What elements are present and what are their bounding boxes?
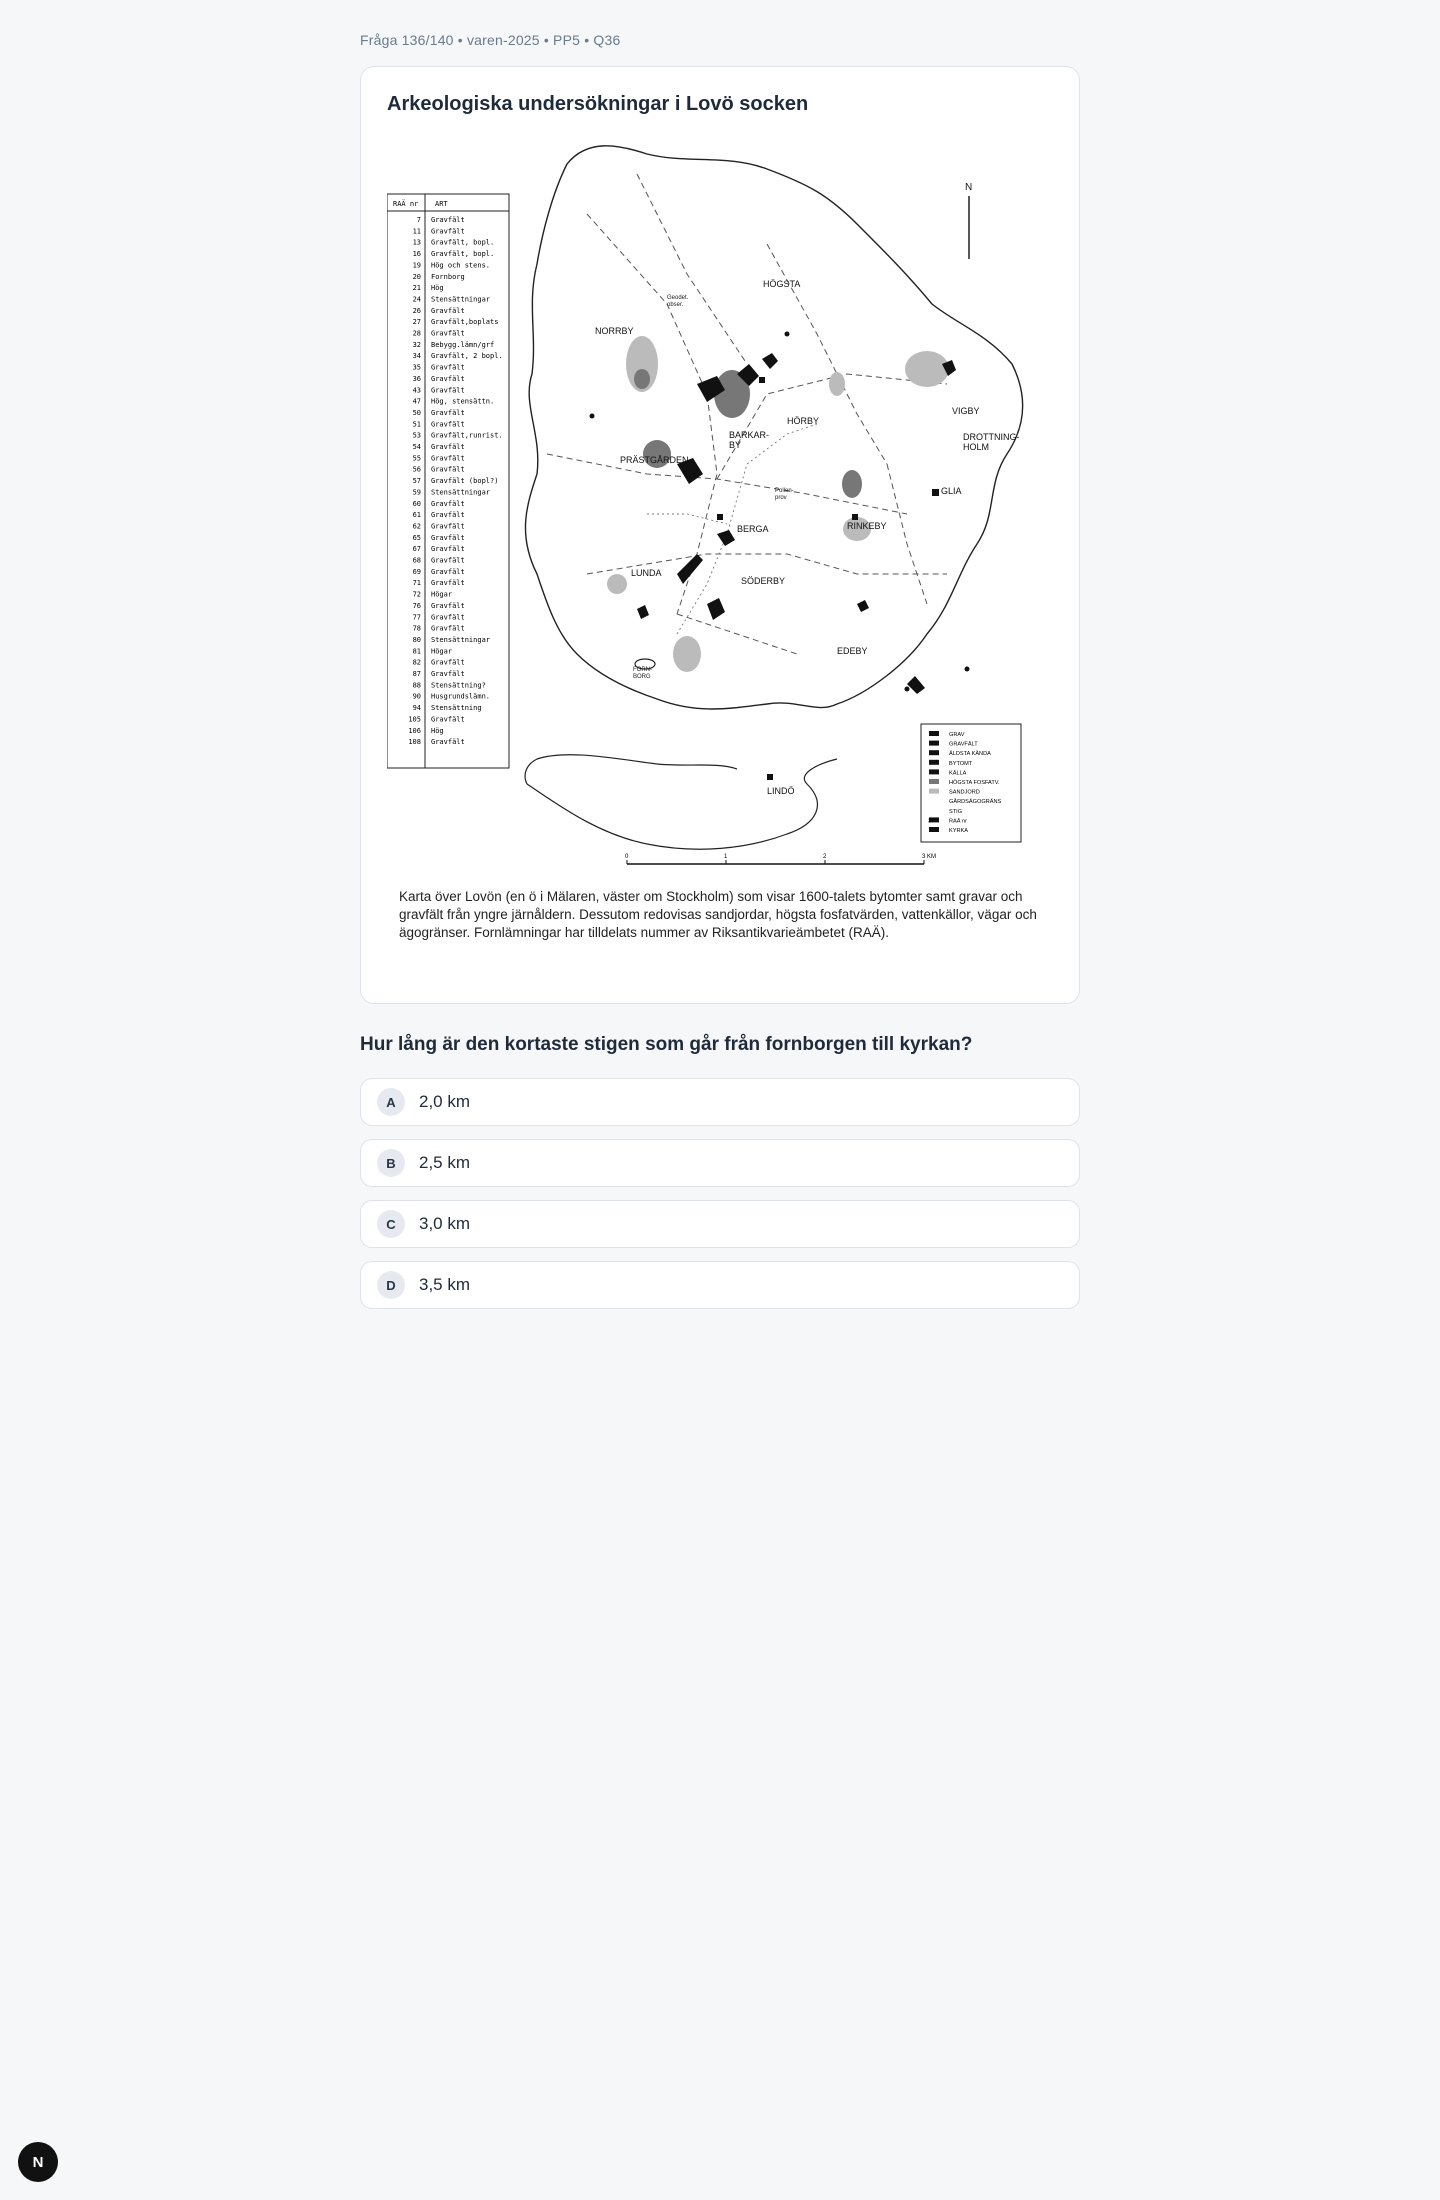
place-drottningholm-1: DROTTNING-	[963, 432, 1020, 442]
raa-row-art: Gravfält, 2 bopl.	[431, 352, 503, 361]
place-lindo: LINDÖ	[767, 786, 795, 796]
raa-row-art: Husgrundslämn.	[431, 692, 491, 701]
raa-row-art: Hög	[431, 284, 444, 293]
raa-row-art: Gravfält, bopl.	[431, 238, 495, 247]
raa-row-nr: 16	[412, 250, 421, 258]
label-pollen-2: prov	[775, 495, 787, 501]
scale-bar	[625, 854, 936, 864]
raa-row-nr: 59	[412, 488, 421, 497]
raa-row-art: Högar	[431, 590, 453, 599]
legend-item: ÄLDSTA KÄNDA	[949, 751, 991, 758]
raa-row-art: Gravfält	[431, 545, 465, 554]
place-names	[595, 279, 1020, 796]
raa-row-art: Stensättningar	[431, 295, 491, 304]
raa-header-nr: RAÄ nr	[393, 200, 419, 208]
raa-row-nr: 27	[412, 318, 421, 327]
raa-row-art: Gravfält	[431, 511, 465, 520]
legend-item: GRAV	[949, 732, 965, 738]
raa-table	[387, 194, 509, 768]
label-geodet-2: obser.	[667, 302, 684, 308]
option-c-key: C	[377, 1210, 405, 1238]
legend-item: SANDJORD	[949, 789, 980, 796]
legend-item: GRAVFÄLT	[949, 741, 978, 748]
label-fornborg-2: BORG	[633, 674, 651, 680]
option-d-key: D	[377, 1271, 405, 1299]
raa-row-art: Gravfält	[431, 386, 465, 395]
label-fornborg-1: FORN-	[633, 667, 652, 673]
raa-row-nr: 76	[412, 601, 421, 610]
raa-row-nr: 106	[408, 726, 421, 735]
raa-row-nr: 78	[412, 624, 421, 633]
option-d[interactable]	[360, 1261, 1080, 1309]
place-prastgarden: PRÄSTGÅRDEN	[620, 455, 689, 465]
question-text: Hur lång är den kortaste stigen som går från fornborgen till kyrkan?	[360, 1034, 973, 1055]
raa-row-nr: 19	[412, 261, 421, 270]
raa-row-nr: 82	[412, 658, 421, 667]
raa-header-art: ART	[435, 200, 448, 208]
raa-row-art: Hög och stens.	[431, 261, 491, 270]
legend-swatch	[929, 779, 939, 784]
raa-row-art: Fornborg	[431, 272, 465, 281]
map-legend	[921, 724, 1021, 842]
map-figure	[387, 134, 1055, 874]
raa-row-nr: 108	[408, 738, 421, 747]
raa-row-art: Gravfält	[431, 670, 465, 678]
question-card	[360, 66, 1080, 1004]
raa-row-art: Gravfält	[431, 499, 465, 508]
raa-row-art: Gravfält	[431, 522, 465, 531]
raa-row-nr: 55	[412, 454, 421, 463]
raa-row-nr: 36	[412, 374, 421, 383]
option-b-key: B	[377, 1149, 405, 1177]
legend-item: STIG	[949, 808, 963, 815]
scale-label: 3 KM	[922, 854, 937, 860]
raa-row-art: Gravfält	[431, 579, 465, 588]
raa-row-art: Stensättning?	[431, 681, 486, 690]
legend-swatch	[929, 760, 939, 765]
option-d-label: 3,5 km	[419, 1275, 471, 1294]
place-berga: BERGA	[737, 524, 769, 534]
raa-row-nr: 11	[412, 227, 421, 236]
option-c[interactable]	[360, 1200, 1080, 1248]
place-norrby: NORRBY	[595, 326, 634, 336]
raa-row-nr: 7	[416, 216, 421, 224]
raa-row-art: Stensättningar	[431, 488, 491, 497]
option-c-label: 3,0 km	[419, 1214, 471, 1233]
answer-options	[360, 1078, 1080, 1309]
app-badge[interactable]: N	[18, 2142, 58, 2182]
raa-row-nr: 24	[412, 295, 421, 304]
island-outline	[525, 146, 1022, 709]
raa-row-nr: 87	[412, 670, 421, 678]
raa-row-nr: 90	[412, 692, 421, 701]
raa-row-art: Gravfält	[431, 454, 465, 463]
scale-label: 2	[823, 854, 827, 860]
legend-swatch	[929, 769, 939, 774]
option-b-label: 2,5 km	[419, 1153, 471, 1172]
raa-row-art: Gravfält	[431, 465, 465, 474]
raa-row-nr: 88	[412, 681, 421, 690]
north-label: N	[965, 182, 973, 193]
raa-row-nr: 77	[412, 613, 421, 622]
raa-row-nr: 43	[412, 386, 421, 395]
raa-row-nr: 60	[412, 499, 421, 508]
lovo-map	[387, 134, 1055, 874]
raa-row-art: Gravfält	[431, 624, 465, 633]
raa-row-art: Bebygg.lämn/grf	[431, 340, 495, 349]
raa-row-nr: 57	[412, 477, 421, 486]
raa-row-art: Gravfält	[431, 443, 465, 451]
raa-row-art: Gravfält	[431, 408, 465, 417]
raa-row-nr: 35	[412, 363, 421, 372]
raa-row-art: Gravfält	[431, 363, 465, 372]
raa-row-art: Gravfält	[431, 374, 465, 383]
option-a-key: A	[377, 1088, 405, 1116]
raa-row-art: Gravfält	[431, 715, 465, 724]
legend-swatch	[929, 827, 939, 832]
place-barkarby-1: BARKAR-	[729, 430, 770, 440]
card-title: Arkeologiska undersökningar i Lovö socken	[387, 93, 809, 115]
option-b[interactable]	[360, 1139, 1080, 1187]
label-geodet-1: Geodet.	[667, 295, 689, 301]
place-lunda: LUNDA	[631, 568, 662, 578]
raa-row-nr: 67	[412, 545, 421, 554]
raa-row-nr: 53	[412, 431, 421, 440]
legend-item: BYTOMT	[949, 760, 973, 767]
raa-row-nr: 51	[412, 420, 421, 429]
label-pollen-1: Pollen-	[775, 488, 794, 494]
raa-row-nr: 81	[412, 647, 421, 656]
north-arrow	[965, 182, 972, 259]
legend-item: HÖGSTA FOSFATV.	[949, 780, 1000, 786]
scale-label: 0	[625, 854, 629, 860]
map-caption: Karta över Lovön (en ö i Mälaren, väster om Stockholm) som visar 1600-talets bytomter samt gravar och gravfält från yngre järnåldern. Dessutom redovisas sandjordar, högsta fosfatvärden, vattenkällor, vägar och ägogränser. Fornlämningar har tilldelats nummer av Riksantikvarieämbetet (RAÄ).	[399, 889, 1037, 940]
place-rinkeby: RINKEBY	[847, 521, 887, 531]
raa-row-art: Gravfält	[431, 533, 465, 542]
raa-row-nr: 13	[412, 238, 421, 247]
place-drottningholm-2: HOLM	[963, 442, 990, 452]
raa-row-art: Hög	[431, 726, 444, 735]
raa-row-nr: 54	[412, 443, 421, 451]
legend-swatch	[929, 789, 939, 794]
raa-row-nr: 62	[412, 522, 421, 531]
raa-row-art: Gravfält	[431, 738, 465, 747]
lindo-outline	[525, 755, 837, 849]
place-vigby: VIGBY	[952, 406, 980, 416]
legend-item: KYRKA	[949, 828, 968, 834]
raa-row-nr: 50	[412, 408, 421, 417]
place-soderby: SÖDERBY	[741, 576, 786, 586]
raa-row-art: Stensättningar	[431, 635, 491, 644]
raa-row-art: Gravfält,runrist.	[431, 431, 503, 440]
raa-row-art: Gravfält	[431, 567, 465, 576]
raa-row-art: Gravfält	[431, 216, 465, 224]
raa-row-art: Gravfält	[431, 306, 465, 315]
raa-row-art: Gravfält	[431, 601, 465, 610]
raa-row-art: Gravfält,boplats	[431, 318, 499, 327]
raa-row-nr: 20	[412, 272, 421, 281]
raa-row-nr: 80	[412, 635, 421, 644]
raa-row-art: Gravfält	[431, 658, 465, 667]
raa-row-art: Gravfält, bopl.	[431, 250, 495, 258]
place-hogsta: HÖGSTA	[763, 279, 801, 289]
sand-areas	[607, 336, 949, 672]
option-a[interactable]	[360, 1078, 1080, 1126]
raa-row-nr: 94	[412, 704, 421, 712]
raa-row-nr: 21	[412, 284, 421, 293]
raa-row-nr: 68	[412, 556, 421, 565]
raa-row-art: Gravfält	[431, 613, 465, 622]
raa-row-nr: 61	[412, 511, 421, 520]
raa-row-nr: 72	[412, 590, 421, 599]
legend-raa-sample: 37	[928, 818, 935, 825]
raa-row-art: Gravfält (bopl?)	[431, 477, 499, 486]
legend-item: KÄLLA	[949, 770, 967, 777]
raa-row-nr: 26	[412, 306, 421, 315]
raa-row-nr: 47	[412, 397, 421, 406]
place-glia: GLIA	[941, 486, 962, 496]
place-barkarby-2: BY	[729, 440, 742, 450]
raa-row-nr: 28	[412, 329, 421, 338]
raa-row-art: Gravfält	[431, 329, 465, 338]
raa-row-art: Stensättning	[431, 704, 482, 712]
raa-row-nr: 32	[412, 340, 421, 349]
main-column	[360, 0, 1080, 1322]
raa-row-nr: 34	[412, 352, 421, 361]
breadcrumb: Fråga 136/140 • varen-2025 • PP5 • Q36	[360, 32, 621, 48]
raa-row-art: Gravfält	[431, 556, 465, 565]
raa-row-nr: 71	[412, 579, 421, 588]
raa-row-art: Hög, stensättn.	[431, 397, 495, 406]
raa-row-art: Gravfält	[431, 227, 465, 236]
raa-row-art: Gravfält	[431, 420, 465, 429]
raa-row-nr: 105	[408, 715, 421, 724]
legend-item: RAÄ nr	[949, 818, 968, 825]
legend-swatch	[929, 731, 939, 736]
option-a-label: 2,0 km	[419, 1092, 471, 1111]
legend-swatch	[929, 741, 939, 746]
raa-row-nr: 65	[412, 533, 421, 542]
scale-label: 1	[724, 854, 728, 860]
raa-row-nr: 69	[412, 567, 421, 576]
raa-row-art: Högar	[431, 647, 453, 656]
place-edeby: EDEBY	[837, 646, 868, 656]
legend-swatch	[929, 750, 939, 755]
place-horby: HÖRBY	[787, 416, 820, 426]
raa-row-nr: 56	[412, 465, 421, 474]
legend-item: GÅRDSÄGOGRÄNS	[949, 799, 1002, 806]
